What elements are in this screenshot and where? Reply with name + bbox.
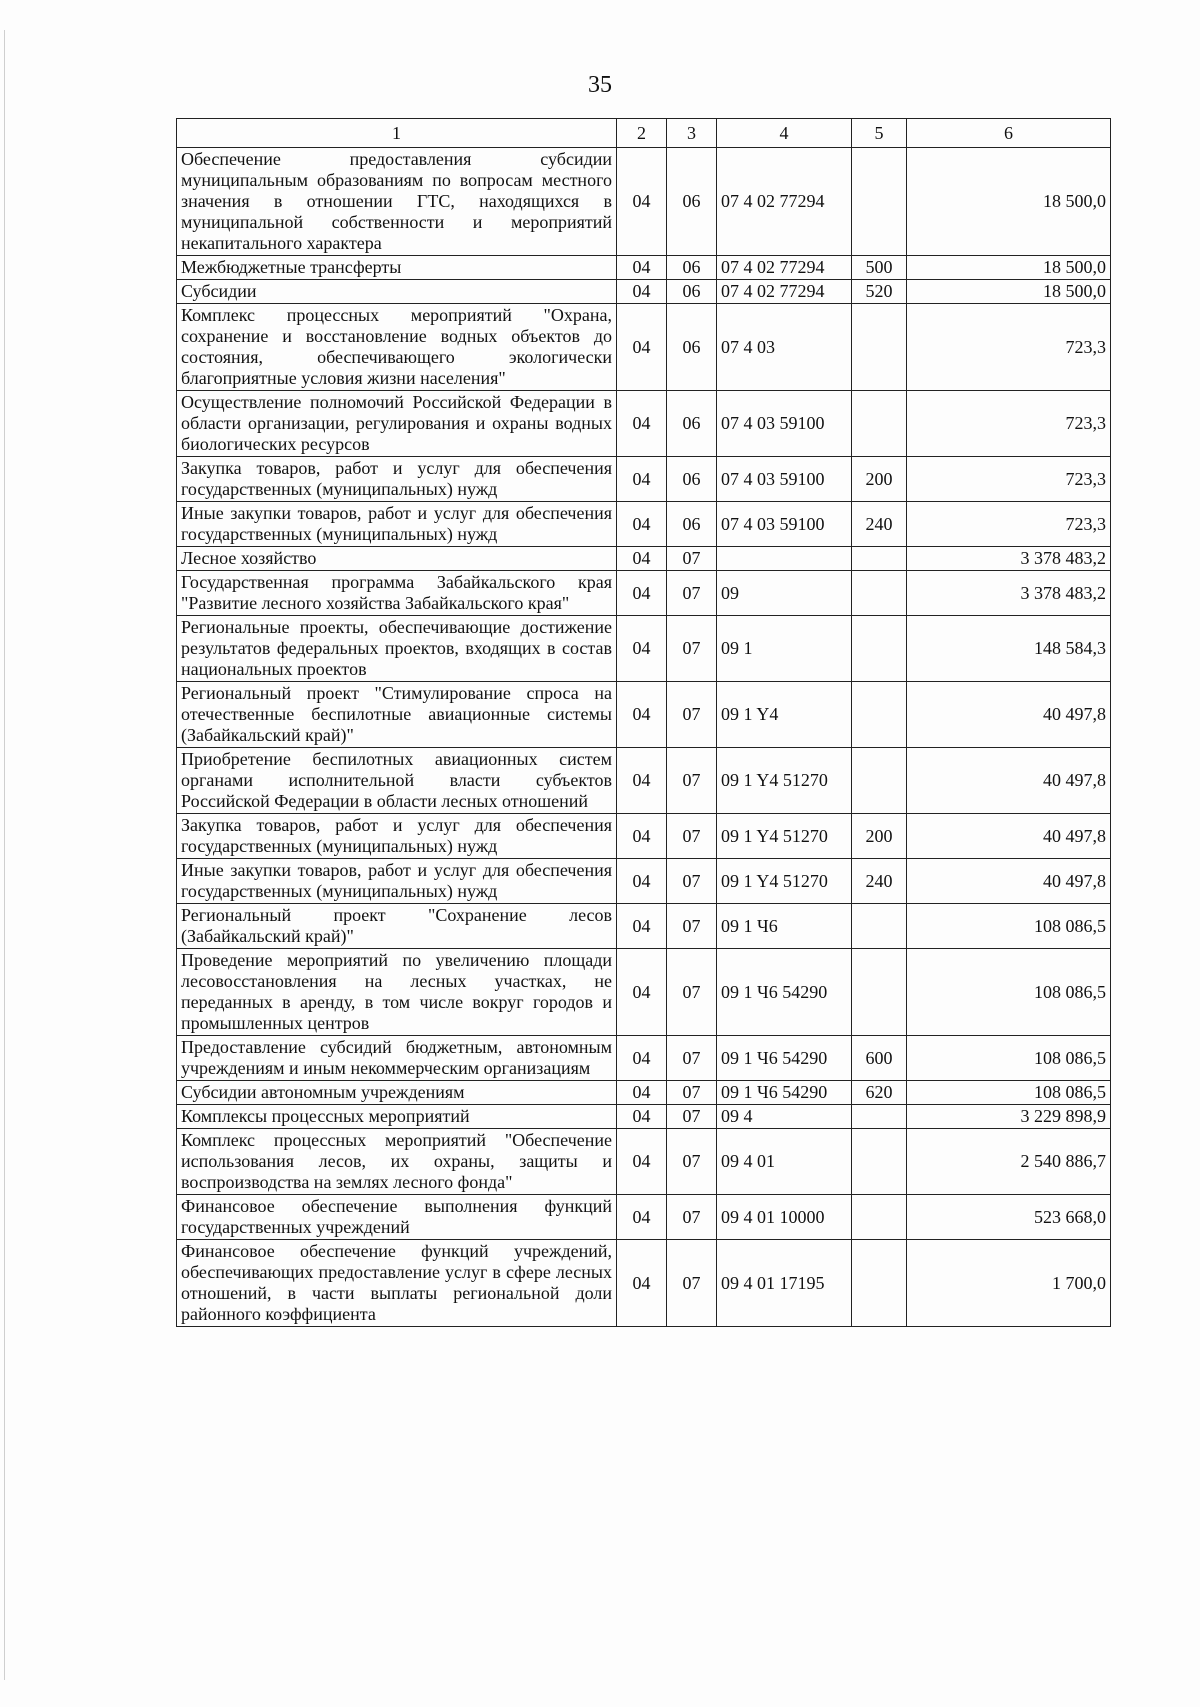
row-amount-cell: 18 500,0 [907,148,1111,256]
row-amount-cell: 148 584,3 [907,616,1111,682]
row-amount-cell: 18 500,0 [907,280,1111,304]
row-name-cell: Проведение мероприятий по увеличению площади лесовосстановления на лесных участках, не переданных в аренду, в том числе вокруг городов и промышленных центров [177,949,617,1036]
row-amount-cell: 723,3 [907,391,1111,457]
table-row [177,280,1111,304]
row-subsection-cell: 06 [667,457,717,502]
header-col-5: 5 [852,119,907,148]
row-type-cell: 600 [852,1036,907,1081]
row-subsection-cell: 07 [667,904,717,949]
row-subsection-cell: 07 [667,1240,717,1327]
row-subsection-cell: 06 [667,502,717,547]
row-subsection-cell: 06 [667,304,717,391]
header-col-6: 6 [907,119,1111,148]
row-amount-cell: 723,3 [907,304,1111,391]
row-section-cell: 04 [617,616,667,682]
row-amount-cell: 1 700,0 [907,1240,1111,1327]
scan-edge-line [4,30,5,1680]
row-subsection-cell: 07 [667,859,717,904]
row-section-cell: 04 [617,547,667,571]
row-code-cell: 09 4 [717,1105,852,1129]
row-subsection-cell: 07 [667,949,717,1036]
row-amount-cell: 2 540 886,7 [907,1129,1111,1195]
row-code-cell: 07 4 02 77294 [717,280,852,304]
row-name-cell: Финансовое обеспечение выполнения функций государственных учреждений [177,1195,617,1240]
row-amount-cell: 3 229 898,9 [907,1105,1111,1129]
row-name-cell: Предоставление субсидий бюджетным, автономным учреждениям и иным некоммерческим организациям [177,1036,617,1081]
row-section-cell: 04 [617,280,667,304]
row-name-cell: Комплексы процессных мероприятий [177,1105,617,1129]
row-type-cell: 500 [852,256,907,280]
table-body [177,148,1111,1327]
table-row [177,256,1111,280]
table-row [177,571,1111,616]
row-type-cell [852,1105,907,1129]
table-row [177,304,1111,391]
row-name-cell: Государственная программа Забайкальского края "Развитие лесного хозяйства Забайкальского края" [177,571,617,616]
row-section-cell: 04 [617,1105,667,1129]
row-type-cell [852,904,907,949]
budget-table [176,118,1111,1327]
row-section-cell: 04 [617,1240,667,1327]
row-type-cell [852,571,907,616]
row-type-cell: 240 [852,859,907,904]
row-type-cell [852,391,907,457]
table-row [177,904,1111,949]
row-amount-cell: 18 500,0 [907,256,1111,280]
row-subsection-cell: 07 [667,1195,717,1240]
row-name-cell: Закупка товаров, работ и услуг для обеспечения государственных (муниципальных) нужд [177,814,617,859]
row-subsection-cell: 07 [667,547,717,571]
row-type-cell [852,1129,907,1195]
header-col-1: 1 [177,119,617,148]
row-section-cell: 04 [617,148,667,256]
row-subsection-cell: 07 [667,814,717,859]
row-code-cell: 09 1 Y4 51270 [717,859,852,904]
row-name-cell: Лесное хозяйство [177,547,617,571]
row-name-cell: Межбюджетные трансферты [177,256,617,280]
row-code-cell: 07 4 03 [717,304,852,391]
row-code-cell: 09 4 01 10000 [717,1195,852,1240]
row-code-cell: 09 1 Ч6 54290 [717,949,852,1036]
row-type-cell: 520 [852,280,907,304]
row-amount-cell: 523 668,0 [907,1195,1111,1240]
row-name-cell: Субсидии автономным учреждениям [177,1081,617,1105]
row-subsection-cell: 07 [667,1105,717,1129]
row-type-cell: 200 [852,457,907,502]
row-subsection-cell: 07 [667,616,717,682]
row-subsection-cell: 06 [667,391,717,457]
row-subsection-cell: 06 [667,256,717,280]
row-code-cell: 09 1 Ч6 [717,904,852,949]
table-row [177,616,1111,682]
row-section-cell: 04 [617,571,667,616]
table-row [177,748,1111,814]
row-subsection-cell: 07 [667,682,717,748]
row-code-cell: 07 4 02 77294 [717,256,852,280]
row-type-cell [852,1240,907,1327]
row-name-cell: Комплекс процессных мероприятий "Охрана, сохранение и восстановление водных объектов до состояния, обеспечивающего экологически благоприятные условия жизни населения" [177,304,617,391]
row-name-cell: Обеспечение предоставления субсидии муниципальным образованиям по вопросам местного значения в отношении ГТС, находящихся в муниципальной собственности и мероприятий некапитального характера [177,148,617,256]
row-section-cell: 04 [617,256,667,280]
row-code-cell: 07 4 03 59100 [717,391,852,457]
row-code-cell: 09 [717,571,852,616]
row-amount-cell: 108 086,5 [907,1036,1111,1081]
row-amount-cell: 723,3 [907,457,1111,502]
table-row [177,547,1111,571]
row-type-cell: 620 [852,1081,907,1105]
row-amount-cell: 108 086,5 [907,1081,1111,1105]
row-section-cell: 04 [617,1129,667,1195]
table-row [177,682,1111,748]
table-row [177,1105,1111,1129]
row-amount-cell: 40 497,8 [907,859,1111,904]
row-section-cell: 04 [617,682,667,748]
row-amount-cell: 108 086,5 [907,949,1111,1036]
row-code-cell: 09 1 [717,616,852,682]
table-header-row [177,119,1111,148]
header-col-4: 4 [717,119,852,148]
row-code-cell: 09 1 Y4 [717,682,852,748]
row-code-cell: 09 1 Y4 51270 [717,748,852,814]
row-code-cell: 09 1 Ч6 54290 [717,1036,852,1081]
row-code-cell: 07 4 02 77294 [717,148,852,256]
row-type-cell: 240 [852,502,907,547]
row-name-cell: Региональные проекты, обеспечивающие достижение результатов федеральных проектов, входящих в состав национальных проектов [177,616,617,682]
row-code-cell: 09 4 01 [717,1129,852,1195]
row-section-cell: 04 [617,949,667,1036]
row-section-cell: 04 [617,904,667,949]
row-section-cell: 04 [617,304,667,391]
table-row [177,1240,1111,1327]
table-row [177,148,1111,256]
row-type-cell [852,949,907,1036]
row-type-cell [852,748,907,814]
row-amount-cell: 3 378 483,2 [907,571,1111,616]
row-name-cell: Финансовое обеспечение функций учреждений, обеспечивающих предоставление услуг в сфере лесных отношений, в части выплаты региональной доли районного коэффициента [177,1240,617,1327]
table-row [177,814,1111,859]
table-row [177,1036,1111,1081]
row-section-cell: 04 [617,1195,667,1240]
row-amount-cell: 40 497,8 [907,682,1111,748]
row-code-cell: 09 4 01 17195 [717,1240,852,1327]
row-section-cell: 04 [617,457,667,502]
row-name-cell: Закупка товаров, работ и услуг для обеспечения государственных (муниципальных) нужд [177,457,617,502]
row-section-cell: 04 [617,859,667,904]
row-name-cell: Приобретение беспилотных авиационных систем органами исполнительной власти субъектов Российской Федерации в области лесных отношений [177,748,617,814]
row-subsection-cell: 07 [667,1081,717,1105]
row-name-cell: Иные закупки товаров, работ и услуг для обеспечения государственных (муниципальных) нужд [177,502,617,547]
row-type-cell [852,1195,907,1240]
table-row [177,457,1111,502]
table-row [177,502,1111,547]
row-name-cell: Региональный проект "Стимулирование спроса на отечественные беспилотные авиационные системы (Забайкальский край)" [177,682,617,748]
row-type-cell [852,547,907,571]
row-subsection-cell: 07 [667,1036,717,1081]
header-col-3: 3 [667,119,717,148]
table-row [177,391,1111,457]
row-amount-cell: 723,3 [907,502,1111,547]
row-section-cell: 04 [617,1081,667,1105]
table-row [177,1081,1111,1105]
table-row [177,1195,1111,1240]
row-name-cell: Иные закупки товаров, работ и услуг для обеспечения государственных (муниципальных) нужд [177,859,617,904]
row-section-cell: 04 [617,748,667,814]
row-code-cell: 09 1 Y4 51270 [717,814,852,859]
row-type-cell [852,682,907,748]
row-type-cell [852,148,907,256]
row-type-cell [852,616,907,682]
row-type-cell [852,304,907,391]
page-number: 35 [588,72,612,98]
row-code-cell: 07 4 03 59100 [717,457,852,502]
table-row [177,1129,1111,1195]
row-amount-cell: 3 378 483,2 [907,547,1111,571]
row-code-cell [717,547,852,571]
row-section-cell: 04 [617,1036,667,1081]
header-col-2: 2 [617,119,667,148]
row-name-cell: Субсидии [177,280,617,304]
row-section-cell: 04 [617,814,667,859]
row-section-cell: 04 [617,502,667,547]
row-section-cell: 04 [617,391,667,457]
row-subsection-cell: 06 [667,148,717,256]
row-amount-cell: 40 497,8 [907,814,1111,859]
row-amount-cell: 40 497,8 [907,748,1111,814]
row-name-cell: Региональный проект "Сохранение лесов (Забайкальский край)" [177,904,617,949]
row-subsection-cell: 07 [667,571,717,616]
row-subsection-cell: 07 [667,1129,717,1195]
table-row [177,859,1111,904]
table-row [177,949,1111,1036]
row-name-cell: Осуществление полномочий Российской Федерации в области организации, регулирования и охраны водных биологических ресурсов [177,391,617,457]
row-subsection-cell: 07 [667,748,717,814]
row-code-cell: 09 1 Ч6 54290 [717,1081,852,1105]
row-type-cell: 200 [852,814,907,859]
row-amount-cell: 108 086,5 [907,904,1111,949]
row-code-cell: 07 4 03 59100 [717,502,852,547]
row-name-cell: Комплекс процессных мероприятий "Обеспечение использования лесов, их охраны, защиты и воспроизводства на землях лесного фонда" [177,1129,617,1195]
row-subsection-cell: 06 [667,280,717,304]
